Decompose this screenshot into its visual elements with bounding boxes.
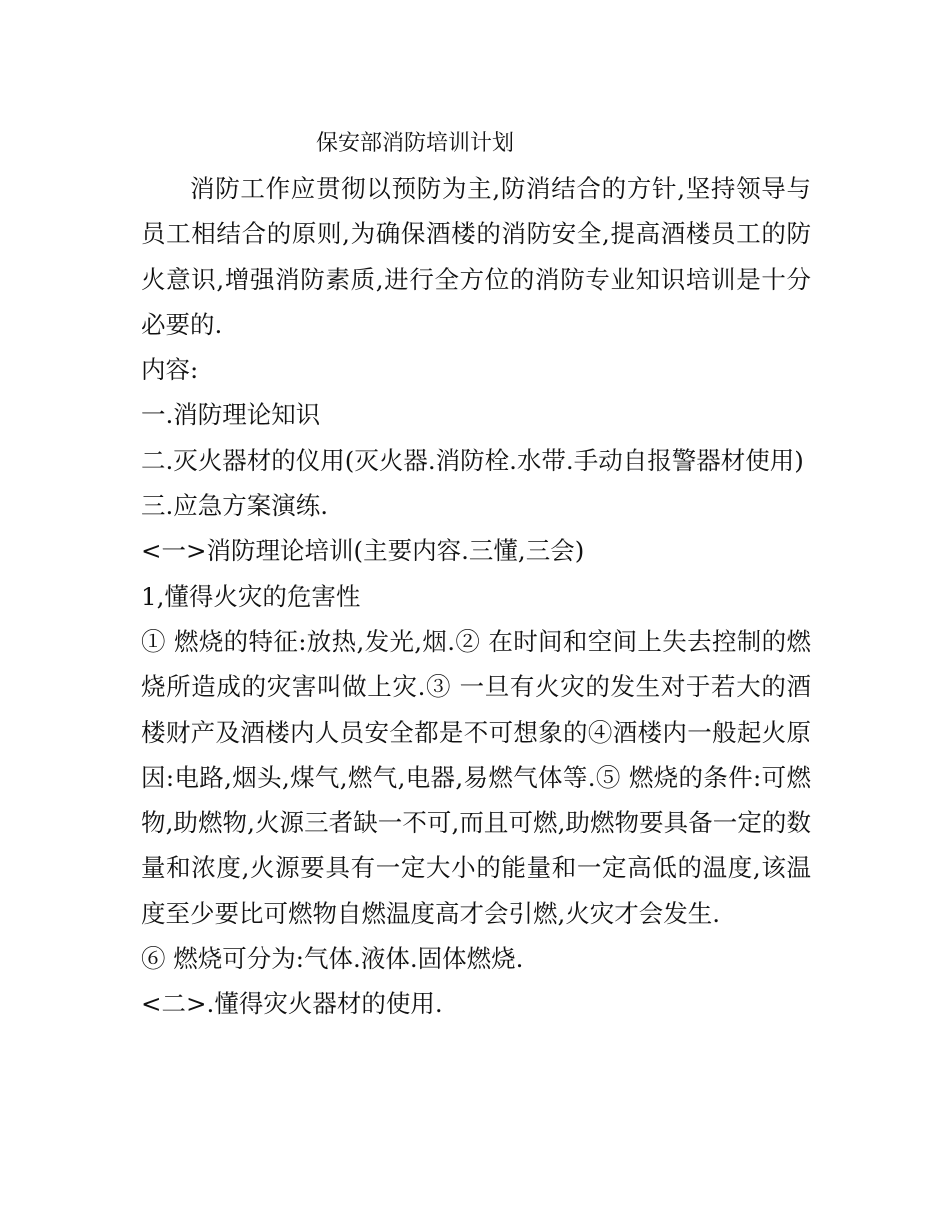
- point-1-body: ① 燃烧的特征:放热,发光,烟.② 在时间和空间上失去控制的燃烧所造成的灾害叫做上灾.③ 一旦有火灾的发生对于若大的酒楼财产及酒楼内人员安全都是不可想象的④酒楼内一般起火原因:电路,烟头,煤气,燃气,电器,易燃气体等.⑤ 燃烧的条件:可燃物,助燃物,火源三者缺一不可,而且可燃,助燃物要具备一定的数量和浓度,火源要具有一定大小的能量和一定高低的温度,该温度至少要比可燃物自燃温度高才会引燃,火灾才会发生.: [141, 626, 811, 928]
- point-1-tail: ⑥ 燃烧可分为:气体.液体.固体燃烧.: [141, 944, 524, 974]
- point-1-heading: 1,懂得火灾的危害性: [141, 581, 361, 611]
- document-title: 保安部消防培训计划: [316, 131, 515, 156]
- content-heading: 内容:: [141, 355, 199, 385]
- section-2-heading: <二>.懂得灾火器材的使用.: [141, 989, 443, 1019]
- section-1-heading: <一>消防理论培训(主要内容.三懂,三会): [141, 536, 585, 566]
- intro-paragraph: 消防工作应贯彻以预防为主,防消结合的方针,坚持领导与员工相结合的原则,为确保酒楼的消防安全,提高酒楼员工的防火意识,增强消防素质,进行全方位的消防专业知识培训是十分必要的.: [141, 174, 811, 339]
- content-item-1: 一.消防理论知识: [141, 400, 321, 430]
- content-item-3: 三.应急方案演练.: [141, 491, 329, 521]
- document-body: [141, 122, 811, 1027]
- content-item-2: 二.灭火器材的仪用(灭火器.消防栓.水带.手动自报警器材使用): [141, 445, 804, 475]
